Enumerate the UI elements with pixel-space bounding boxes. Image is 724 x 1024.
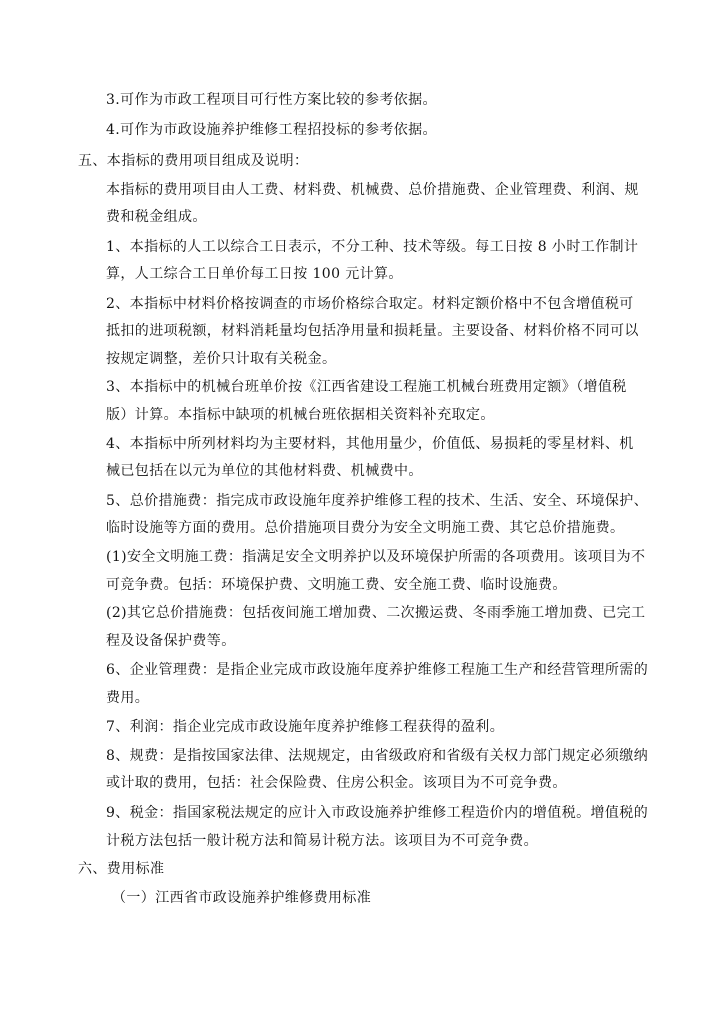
text-line: (2)其它总价措施费：包括夜间施工增加费、二次搬运费、冬雨季施工增加费、已完工 xyxy=(106,605,646,621)
text-line: 可竞争费。包括：环境保护费、文明施工费、安全施工费、临时设施费。 xyxy=(106,577,567,593)
text-line: 版）计算。本指标中缺项的机械台班依据相关资料补充取定。 xyxy=(106,407,495,423)
text-line: 3.可作为市政工程项目可行性方案比较的参考依据。 xyxy=(106,92,437,108)
text-line: 4.可作为市政设施养护维修工程招投标的参考依据。 xyxy=(106,122,437,138)
text-line: 2、本指标中材料价格按调查的市场价格综合取定。材料定额价格中不包含增值税可 xyxy=(106,296,634,312)
section-heading: 六、费用标准 xyxy=(78,861,165,877)
text-line: (1)安全文明施工费：指满足安全文明养护以及环境保护所需的各项费用。该项目为不 xyxy=(106,549,646,565)
text-line: 5、总价措施费：指完成市政设施年度养护维修工程的技术、生活、安全、环境保护、 xyxy=(106,493,649,509)
text-line: 临时设施等方面的费用。总价措施项目费分为安全文明施工费、其它总价措施费。 xyxy=(106,520,625,536)
text-line: 或计取的费用，包括：社会保险费、住房公积金。该项目为不可竞争费。 xyxy=(106,775,567,791)
subsection-heading: （一）江西省市政设施养护维修费用标准 xyxy=(112,890,372,906)
text-line: 算，人工综合工日单价每工日按 100 元计算。 xyxy=(106,266,403,282)
text-line: 7、利润：指企业完成市政设施年度养护维修工程获得的盈利。 xyxy=(106,719,505,735)
text-line: 9、税金：指国家税法规定的应计入市政设施养护维修工程造价内的增值税。增值税的 xyxy=(106,805,649,821)
text-line: 计税方法包括一般计税方法和简易计税方法。该项目为不可竞争费。 xyxy=(106,833,538,849)
text-line: 按规定调整，差价只计取有关税金。 xyxy=(106,351,337,367)
text-line: 6、企业管理费：是指企业完成市政设施年度养护维修工程施工生产和经营管理所需的 xyxy=(106,662,649,678)
text-line: 本指标的费用项目由人工费、材料费、机械费、总价措施费、企业管理费、利润、规 xyxy=(106,182,639,198)
text-line: 4、本指标中所列材料均为主要材料，其他用量少，价值低、易损耗的零星材料、机 xyxy=(106,436,634,452)
text-line: 械已包括在以元为单位的其他材料费、机械费中。 xyxy=(106,463,423,479)
section-heading: 五、本指标的费用项目组成及说明： xyxy=(78,153,309,169)
text-line: 程及设备保护费等。 xyxy=(106,633,236,649)
text-line: 1、本指标的人工以综合工日表示，不分工种、技术等级。每工日按 8 小时工作制计 xyxy=(106,239,639,255)
text-line: 8、规费：是指按国家法律、法规规定，由省级政府和省级有关权力部门规定必须缴纳 xyxy=(106,748,649,764)
text-line: 抵扣的进项税额，材料消耗量均包括净用量和损耗量。主要设备、材料价格不同可以 xyxy=(106,323,639,339)
text-line: 3、本指标中的机械台班单价按《江西省建设工程施工机械台班费用定额》（增值税 xyxy=(106,379,627,395)
text-line: 费用。 xyxy=(106,690,150,706)
text-line: 费和税金组成。 xyxy=(106,209,207,225)
